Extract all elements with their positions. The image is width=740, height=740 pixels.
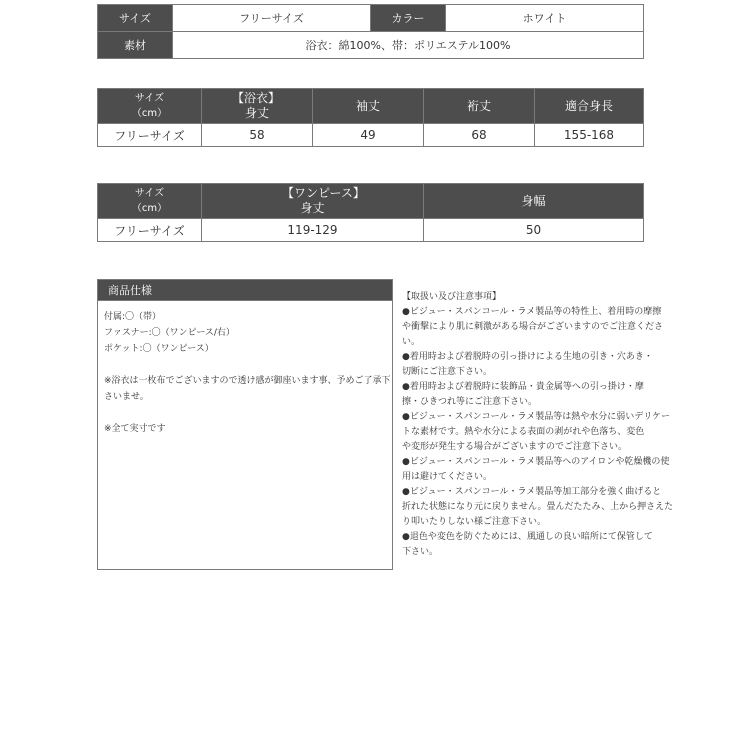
care-line: 用は避けてください。: [402, 472, 493, 482]
group-label: 【浴衣】: [232, 91, 281, 105]
spec-line: 付属:〇（帯）: [104, 312, 162, 322]
color-value: ホワイト: [446, 5, 644, 32]
spec-line: ポケット:〇（ワンピース）: [104, 344, 214, 354]
value-mihaba: 50: [424, 219, 644, 242]
spec-box: [97, 300, 393, 570]
care-line: い。: [402, 337, 421, 347]
size-header-line2: （cm）: [131, 203, 168, 214]
spec-spacer: [104, 405, 386, 421]
spec-line: ※浴衣は一枚布でございますので透け感が御座います事、予めご了承下: [104, 376, 391, 386]
size-value: フリーサイズ: [173, 5, 371, 32]
care-line: ●着用時および着脱時に装飾品・貴金属等への引っ掛け・摩: [402, 382, 644, 392]
care-notes: [402, 290, 674, 560]
care-line: や変形が発生する場合がございますのでご注意下さい。: [402, 442, 628, 452]
size-header-line1: サイズ: [134, 188, 165, 199]
dress-size-table: [97, 183, 644, 242]
header-yukitake: 裄丈: [424, 89, 535, 124]
value-height: 155-168: [535, 124, 644, 147]
value-sodetake: 49: [313, 124, 424, 147]
care-line: 下さい。: [402, 547, 439, 557]
size-header-cell: [98, 184, 202, 219]
header-label: 身丈: [300, 201, 325, 215]
size-header-line1: サイズ: [134, 93, 165, 104]
care-line: ●退色や変色を防ぐためには、風通しの良い暗所にて保管して: [402, 532, 653, 542]
care-line: ●ビジュー・スパンコール・ラメ製品等へのアイロンや乾燥機の使: [402, 457, 670, 467]
size-header-cell: [98, 89, 202, 124]
value-yukitake: 68: [424, 124, 535, 147]
color-label: カラー: [371, 5, 446, 32]
care-line: ●ビジュー・スパンコール・ラメ製品等加工部分を強く曲げると: [402, 487, 662, 497]
spec-line: ※全て実寸です: [104, 424, 166, 434]
care-heading: 【取扱い及び注意事項】: [402, 292, 502, 302]
size-label: サイズ: [98, 5, 173, 32]
care-line: ●ビジュー・スパンコール・ラメ製品等の特性上、着用時の摩擦: [402, 307, 662, 317]
header-mitake: [202, 184, 424, 219]
header-mihaba: 身幅: [424, 184, 644, 219]
care-line: り叩いたりしない様ご注意下さい。: [402, 517, 547, 527]
spec-line: さいませ。: [104, 392, 149, 402]
header-sodetake: 袖丈: [313, 89, 424, 124]
row-label: フリーサイズ: [98, 124, 202, 147]
care-line: 折れた状態になり元に戻りません。畳んだたたみ、上から押さえた: [402, 502, 674, 512]
spec-title: 商品仕様: [97, 279, 393, 301]
spec-line: ファスナー:〇（ワンピース/右）: [104, 328, 235, 338]
material-value: 浴衣：綿100%、帯：ポリエステル100%: [173, 32, 644, 59]
header-mitake: [202, 89, 313, 124]
row-label: フリーサイズ: [98, 219, 202, 242]
care-line: ●着用時および着脱時の引っ掛けによる生地の引き・穴あき・: [402, 352, 653, 362]
summary-table: [97, 4, 644, 59]
care-line: 擦・ひきつれ等にご注意下さい。: [402, 397, 538, 407]
care-line: 切断にご注意下さい。: [402, 367, 493, 377]
group-label: 【ワンピース】: [282, 186, 365, 200]
spec-spacer: [104, 357, 386, 373]
care-line: トな素材です。熱や水分による表面の剥がれや色落ち、変色: [402, 427, 645, 437]
header-label: 身丈: [244, 106, 269, 120]
yukata-size-table: [97, 88, 644, 147]
size-header-line2: （cm）: [131, 108, 168, 119]
material-label: 素材: [98, 32, 173, 59]
header-height: 適合身長: [535, 89, 644, 124]
care-line: や衝撃により肌に刺激がある場合がございますのでご注意くださ: [402, 322, 664, 332]
value-mitake: 58: [202, 124, 313, 147]
value-mitake: 119-129: [202, 219, 424, 242]
care-line: ●ビジュー・スパンコール・ラメ製品等は熱や水分に弱いデリケー: [402, 412, 671, 422]
